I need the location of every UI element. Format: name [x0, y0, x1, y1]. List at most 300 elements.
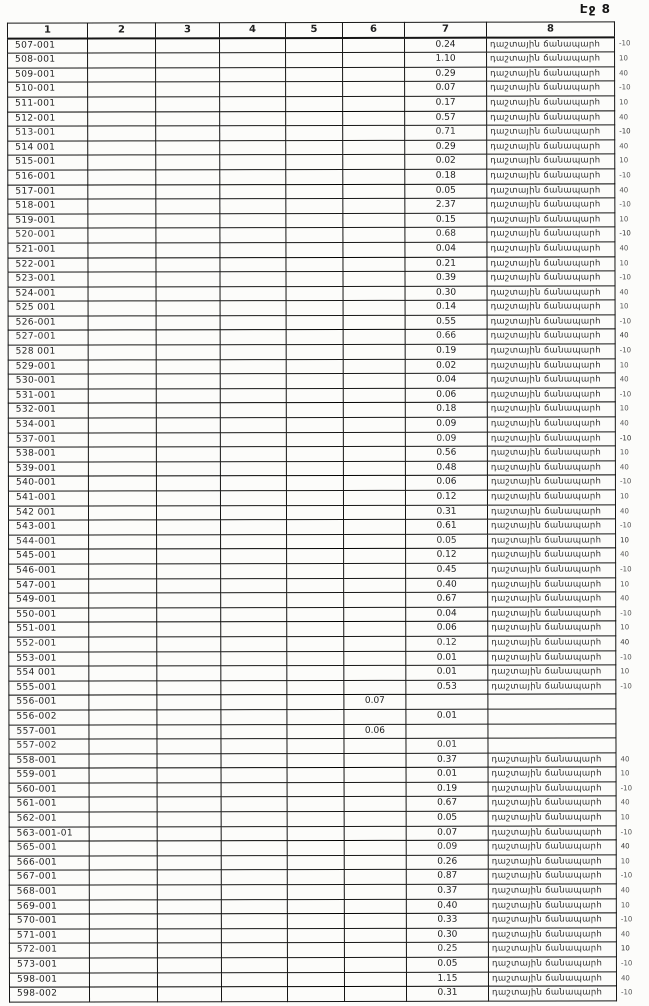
column-header-1: 1	[7, 23, 87, 38]
cell-4	[220, 170, 286, 185]
parcel-id-cell: 559-001	[9, 768, 89, 783]
land-use-label-cell: դաշտային ճանապարհ	[488, 869, 616, 884]
cell-4	[220, 82, 286, 97]
area-col7-cell: 0.05	[405, 184, 487, 199]
cell-2	[89, 768, 157, 783]
cell-3	[157, 929, 221, 944]
cell-5	[287, 680, 344, 695]
cell-4	[220, 228, 286, 243]
margin-mark: -10	[620, 784, 633, 793]
area-col6-cell	[344, 797, 406, 812]
land-use-label-cell: դաշտային ճանապարհ	[487, 125, 615, 140]
margin-mark: 10	[620, 944, 630, 953]
cell-3	[156, 140, 220, 155]
land-use-label-cell: դաշտային ճանապարհ	[488, 607, 616, 622]
parcel-id-cell: 538-001	[8, 447, 88, 462]
land-use-label-cell: դաշտային ճանապարհ	[488, 957, 616, 972]
parcel-id-cell: 520-001	[8, 228, 88, 243]
land-use-label-cell: դաշտային ճանապարհ	[487, 227, 615, 242]
land-use-label-cell: դաշտային ճանապարհ	[487, 359, 615, 374]
land-use-label-cell	[488, 709, 616, 724]
cell-3	[157, 680, 221, 695]
parcel-id-cell: 546-001	[9, 564, 89, 579]
area-col6-cell	[344, 870, 406, 885]
cell-3	[156, 505, 220, 520]
land-use-label-cell: դաշտային ճանապարհ	[487, 446, 615, 461]
area-col6-cell	[343, 490, 405, 505]
land-use-label-cell	[488, 738, 616, 753]
cell-5	[286, 417, 343, 432]
land-use-label-cell: դաշտային ճանապարհ	[487, 96, 615, 111]
table-row	[8, 388, 646, 404]
land-use-label-cell: դաշտային ճանապարհ	[488, 884, 616, 899]
table-row	[8, 183, 646, 199]
area-col6-cell	[344, 592, 406, 607]
cell-3	[157, 549, 221, 564]
margin-mark: 40	[620, 842, 630, 851]
table-row	[9, 738, 647, 754]
cell-2	[88, 491, 156, 506]
cell-2	[89, 710, 157, 725]
table-row	[9, 884, 647, 900]
cell-4	[220, 242, 286, 257]
cell-4	[220, 199, 286, 214]
table-row	[9, 621, 647, 637]
parcel-id-cell: 529-001	[8, 360, 88, 375]
parcel-id-cell: 568-001	[9, 885, 89, 900]
cell-4	[220, 155, 286, 170]
cell-5	[286, 257, 343, 272]
cell-5	[286, 228, 343, 243]
cell-3	[156, 243, 220, 258]
land-use-label-cell: դաշտային ճանապարհ	[487, 52, 615, 67]
table-row	[9, 986, 647, 1002]
cell-4	[220, 38, 286, 53]
parcel-id-cell: 530-001	[8, 374, 88, 389]
area-col7-cell: 0.06	[406, 622, 488, 637]
table-row	[8, 431, 646, 447]
land-use-label-cell: դաշտային ճանապարհ	[488, 636, 616, 651]
cell-2	[88, 418, 156, 433]
margin-mark: 40	[620, 638, 630, 647]
margin-mark	[616, 709, 647, 724]
cell-2	[88, 301, 156, 316]
area-col6-cell	[343, 242, 405, 257]
parcel-id-cell: 598-002	[9, 987, 89, 1002]
area-col7-cell: 0.06	[405, 388, 487, 403]
margin-mark: -10	[619, 229, 631, 238]
cell-5	[286, 476, 343, 491]
cell-4	[220, 345, 286, 360]
cell-5	[286, 301, 343, 316]
table-row	[8, 271, 646, 287]
cell-5	[287, 724, 344, 739]
cell-5	[287, 928, 344, 943]
parcel-id-cell: 540-001	[8, 476, 88, 491]
table-row	[8, 358, 646, 374]
cell-4	[221, 622, 287, 637]
land-use-label-cell: դաշտային ճանապարհ	[487, 315, 615, 330]
land-use-label-cell: դաշտային ճանապարհ	[488, 650, 616, 665]
table-row	[8, 504, 646, 520]
cell-5	[287, 899, 344, 914]
table-row	[9, 694, 647, 710]
land-use-label-cell: դաշտային ճանապարհ	[487, 213, 615, 228]
area-col6-cell	[344, 855, 406, 870]
cell-4	[221, 972, 287, 987]
cell-4	[220, 315, 286, 330]
margin-mark: 40	[619, 506, 629, 515]
area-col6-cell	[343, 344, 405, 359]
land-use-label-cell: դաշտային ճանապարհ	[487, 461, 615, 476]
table-row	[8, 475, 646, 491]
area-col7-cell: 0.67	[406, 592, 488, 607]
cell-4	[221, 797, 287, 812]
parcel-id-cell: 567-001	[9, 870, 89, 885]
cell-2	[88, 360, 156, 375]
cell-5	[287, 593, 344, 608]
area-col6-cell	[343, 213, 405, 228]
area-col7-cell: 0.87	[406, 870, 488, 885]
area-col6-cell	[343, 417, 405, 432]
land-use-label-cell: դաշտային ճանապարհ	[488, 534, 616, 549]
cell-3	[156, 286, 220, 301]
area-col6-cell	[344, 914, 406, 929]
area-col7-cell: 0.21	[405, 257, 487, 272]
area-col6-cell	[344, 534, 406, 549]
area-col7-cell	[406, 724, 488, 739]
cell-4	[221, 666, 287, 681]
cell-2	[88, 111, 156, 126]
cell-2	[89, 972, 157, 987]
table-row	[8, 52, 646, 68]
column-header-5: 5	[285, 22, 342, 37]
area-col6-cell	[344, 549, 406, 564]
table-row	[9, 898, 647, 914]
land-use-label-cell: դաշտային ճանապարհ	[488, 665, 616, 680]
parcel-id-cell: 547-001	[9, 579, 89, 594]
cell-2	[89, 564, 157, 579]
land-use-label-cell: դաշտային ճանապարհ	[488, 942, 616, 957]
area-col7-cell: 0.05	[406, 811, 488, 826]
area-col6-cell	[343, 67, 405, 82]
cell-3	[156, 53, 220, 68]
cell-5	[287, 782, 344, 797]
cell-3	[156, 330, 220, 345]
parcel-id-cell: 539-001	[8, 462, 88, 477]
cell-5	[287, 914, 344, 929]
area-col6-cell	[343, 447, 405, 462]
cell-5	[287, 943, 344, 958]
cell-4	[221, 520, 287, 535]
area-col7-cell: 1.10	[405, 52, 487, 67]
cell-5	[286, 111, 343, 126]
area-col6-cell	[344, 680, 406, 695]
area-col7-cell: 0.02	[405, 155, 487, 170]
cell-5	[286, 169, 343, 184]
margin-mark: 10	[619, 215, 629, 224]
cell-3	[157, 535, 221, 550]
table-row	[8, 37, 646, 53]
land-use-label-cell: դաշտային ճանապարհ	[487, 154, 615, 169]
area-col6-cell	[344, 884, 406, 899]
cell-5	[287, 607, 344, 622]
margin-column-header	[614, 22, 645, 37]
table-row	[9, 869, 647, 885]
cell-5	[287, 739, 344, 754]
cell-4	[221, 564, 287, 579]
margin-mark: 10	[619, 361, 629, 370]
cell-2	[89, 754, 157, 769]
cell-2	[89, 520, 157, 535]
margin-mark: 40	[620, 594, 630, 603]
cell-5	[287, 768, 344, 783]
land-use-label-cell: դաշտային ճանապարհ	[487, 110, 615, 125]
area-col7-cell: 0.26	[406, 855, 488, 870]
land-use-label-cell: դաշտային ճանապարհ	[487, 271, 615, 286]
cell-4	[221, 987, 287, 1002]
table-row	[9, 665, 647, 681]
cell-2	[88, 38, 156, 53]
area-col7-cell: 0.30	[406, 928, 488, 943]
area-col6-cell	[344, 943, 406, 958]
area-col6-cell	[344, 738, 406, 753]
cell-3	[156, 316, 220, 331]
table-row	[8, 329, 646, 345]
margin-mark: -10	[619, 200, 631, 209]
cell-4	[221, 739, 287, 754]
area-col6-cell	[343, 476, 405, 491]
area-col7-cell: 0.01	[406, 767, 488, 782]
cell-5	[287, 636, 344, 651]
cell-3	[156, 170, 220, 185]
margin-mark: -10	[620, 871, 633, 880]
cell-3	[157, 797, 221, 812]
area-col6-cell	[344, 957, 406, 972]
cell-2	[89, 797, 157, 812]
area-col6-cell	[344, 768, 406, 783]
area-col6-cell: 0.06	[344, 724, 406, 739]
cell-4	[221, 651, 287, 666]
cell-3	[156, 447, 220, 462]
cell-3	[156, 359, 220, 374]
cell-2	[88, 199, 156, 214]
cell-5	[287, 666, 344, 681]
area-col7-cell: 0.53	[406, 680, 488, 695]
cell-2	[88, 257, 156, 272]
parcel-id-cell: 545-001	[9, 549, 89, 564]
margin-mark: 10	[619, 258, 629, 267]
parcel-id-cell: 519-001	[8, 214, 88, 229]
land-use-label-cell: դաշտային ճանապարհ	[487, 475, 615, 490]
cell-5	[287, 841, 344, 856]
area-col6-cell	[344, 987, 406, 1002]
cell-3	[156, 155, 220, 170]
cell-2	[88, 272, 156, 287]
cell-3	[157, 666, 221, 681]
cell-3	[157, 812, 221, 827]
cell-3	[156, 257, 220, 272]
cell-3	[157, 914, 221, 929]
parcel-id-cell: 515-001	[8, 155, 88, 170]
area-col7-cell: 0.04	[406, 607, 488, 622]
cell-2	[89, 549, 157, 564]
margin-mark: 10	[620, 813, 630, 822]
parcel-id-cell: 516-001	[8, 170, 88, 185]
cell-4	[221, 870, 287, 885]
parcel-id-cell: 507-001	[8, 38, 88, 53]
area-col6-cell	[343, 140, 405, 155]
area-col7-cell: 0.29	[405, 140, 487, 155]
land-use-label-cell: դաշտային ճանապարհ	[488, 563, 616, 578]
area-col6-cell	[343, 505, 405, 520]
table-row	[9, 971, 647, 987]
cell-4	[221, 549, 287, 564]
margin-mark: -10	[620, 682, 632, 691]
area-col6-cell	[344, 607, 406, 622]
area-col7-cell: 0.56	[405, 446, 487, 461]
cell-4	[220, 286, 286, 301]
parcel-id-cell: 566-001	[9, 856, 89, 871]
table-row	[8, 67, 646, 83]
margin-mark: 10	[620, 623, 630, 632]
cell-5	[286, 359, 343, 374]
cell-5	[287, 855, 344, 870]
cell-4	[221, 534, 287, 549]
parcel-id-cell: 570-001	[9, 914, 89, 929]
cell-5	[286, 345, 343, 360]
parcel-id-cell: 514 001	[8, 141, 88, 156]
area-col7-cell: 0.29	[405, 67, 487, 82]
cell-5	[286, 374, 343, 389]
cell-3	[156, 374, 220, 389]
parcel-id-cell: 557-002	[9, 739, 89, 754]
cell-3	[157, 739, 221, 754]
land-use-label-cell: դաշտային ճանապարհ	[487, 169, 615, 184]
parcel-id-cell: 537-001	[8, 433, 88, 448]
data-table	[7, 21, 648, 1002]
area-col6-cell	[343, 198, 405, 213]
cell-4	[221, 928, 287, 943]
margin-mark: -10	[619, 317, 632, 326]
land-use-label-cell: դաշտային ճանապարհ	[488, 796, 616, 811]
land-use-label-cell: դաշտային ճանապարհ	[488, 840, 616, 855]
cell-3	[157, 856, 221, 871]
margin-mark	[616, 694, 647, 709]
cell-3	[157, 637, 221, 652]
table-row	[8, 344, 646, 360]
cell-5	[287, 987, 344, 1002]
cell-3	[157, 958, 221, 973]
table-row	[9, 548, 647, 564]
margin-mark: -10	[619, 433, 632, 443]
area-col7-cell: 0.06	[405, 476, 487, 491]
cell-4	[220, 461, 286, 476]
area-col7-cell: 0.18	[405, 403, 487, 418]
table-row	[8, 286, 646, 302]
cell-2	[89, 914, 157, 929]
cell-5	[286, 403, 343, 418]
cell-4	[221, 841, 287, 856]
column-header-3: 3	[155, 23, 219, 38]
cell-2	[89, 870, 157, 885]
area-col7-cell: 0.61	[406, 519, 488, 534]
area-col6-cell	[343, 330, 405, 345]
cell-3	[157, 695, 221, 710]
cell-5	[287, 622, 344, 637]
area-col7-cell: 0.01	[406, 651, 488, 666]
cell-5	[287, 972, 344, 987]
parcel-id-cell: 569-001	[9, 900, 89, 915]
cell-3	[156, 389, 220, 404]
cell-2	[89, 637, 157, 652]
cell-4	[220, 491, 286, 506]
area-col7-cell	[406, 694, 488, 709]
cell-3	[156, 301, 220, 316]
land-use-label-cell: դաշտային ճանապարհ	[488, 986, 616, 1001]
margin-mark: 40	[620, 550, 630, 559]
area-col7-cell: 0.40	[406, 578, 488, 593]
margin-mark: 10	[619, 448, 629, 457]
margin-mark: -10	[619, 83, 631, 92]
parcel-id-cell: 541-001	[8, 491, 88, 506]
cell-4	[221, 709, 287, 724]
margin-mark: -10	[619, 390, 632, 399]
table-row	[9, 767, 647, 783]
cell-2	[88, 243, 156, 258]
cell-2	[89, 608, 157, 623]
parcel-id-cell: 560-001	[9, 783, 89, 798]
area-col6-cell	[343, 461, 405, 476]
cell-3	[157, 870, 221, 885]
parcel-id-cell: 573-001	[9, 958, 89, 973]
land-use-label-cell: դաշտային ճանապարհ	[488, 913, 616, 928]
cell-5	[286, 140, 343, 155]
margin-mark	[616, 723, 647, 738]
cell-2	[88, 287, 156, 302]
table-row	[8, 154, 646, 170]
area-col6-cell	[344, 841, 406, 856]
cell-3	[156, 345, 220, 360]
area-col7-cell: 0.17	[405, 96, 487, 111]
cell-3	[156, 403, 220, 418]
cell-2	[88, 141, 156, 156]
cell-5	[287, 753, 344, 768]
area-col6-cell	[344, 636, 406, 651]
cell-5	[287, 695, 344, 710]
cell-5	[287, 812, 344, 827]
cell-4	[220, 330, 286, 345]
area-col6-cell	[344, 782, 406, 797]
area-col6-cell	[344, 578, 406, 593]
parcel-id-cell: 557-001	[9, 725, 89, 740]
column-header-7: 7	[404, 22, 486, 37]
cell-3	[156, 476, 220, 491]
area-col6-cell	[343, 37, 405, 52]
land-use-label-cell: դաշտային ճանապարհ	[487, 242, 615, 257]
cell-2	[88, 97, 156, 112]
table-header-row	[7, 22, 645, 38]
area-col6-cell	[344, 899, 406, 914]
parcel-id-cell: 534-001	[8, 418, 88, 433]
area-col6-cell	[343, 374, 405, 389]
cell-3	[156, 38, 220, 53]
cell-5	[286, 286, 343, 301]
cell-5	[286, 330, 343, 345]
parcel-id-cell: 510-001	[8, 82, 88, 97]
cell-2	[88, 389, 156, 404]
land-use-label-cell: դաշտային ճանապարհ	[488, 753, 616, 768]
